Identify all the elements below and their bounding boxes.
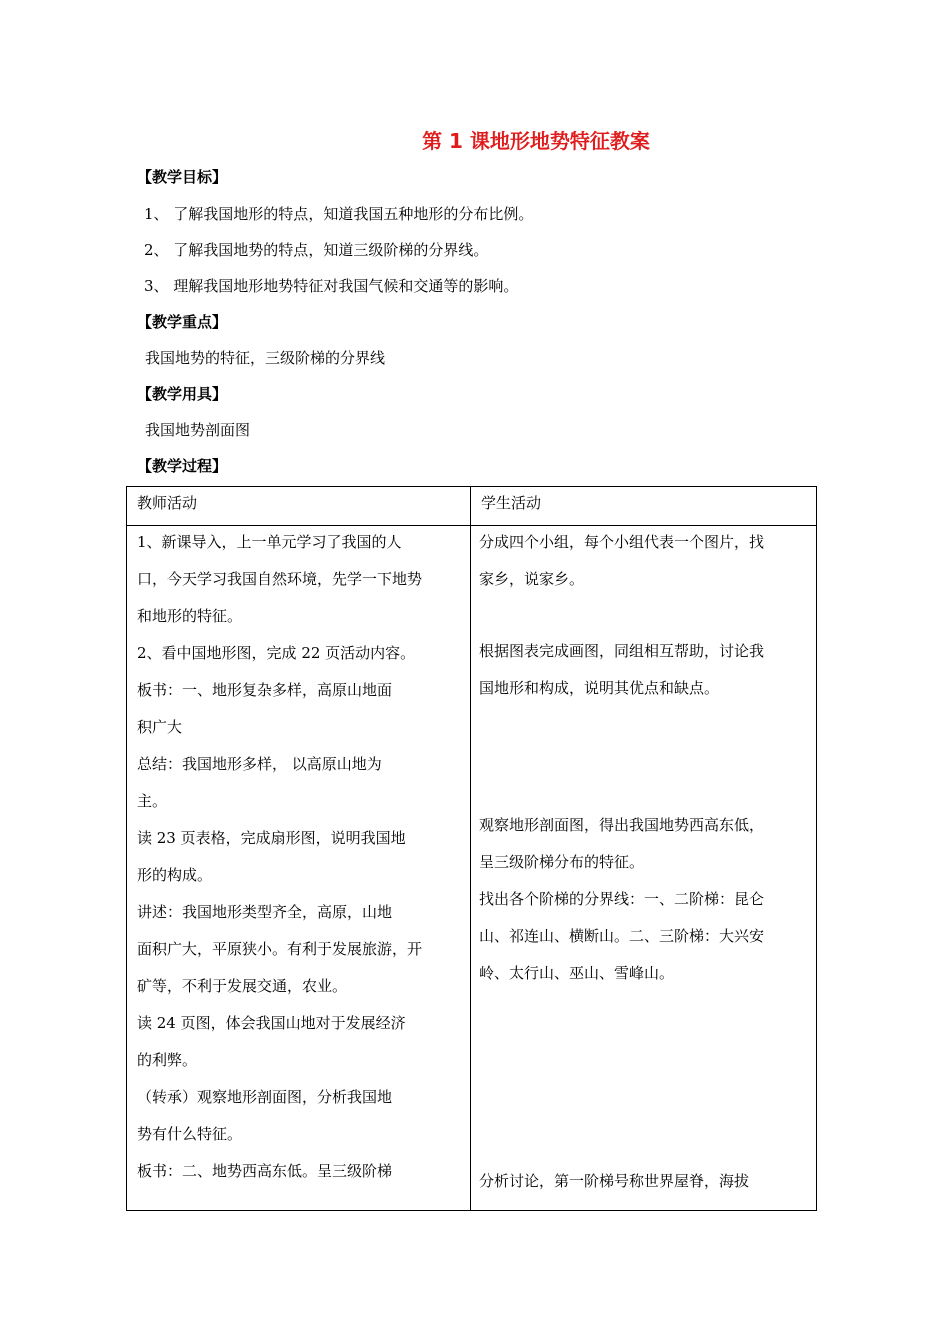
tools-heading: 【教学用具】	[137, 385, 228, 403]
student-line: 找出各个阶梯的分界线：一、二阶梯：昆仑	[479, 890, 765, 908]
teacher-column-header: 教师活动	[127, 487, 471, 526]
teacher-line: 主。	[137, 792, 168, 810]
teacher-line: 读 23 页表格，完成扇形图，说明我国地	[137, 829, 406, 847]
student-line: 分成四个小组，每个小组代表一个图片，找	[479, 533, 765, 551]
teacher-line: 积广大	[137, 718, 183, 736]
teacher-line: 1、新课导入，上一单元学习了我国的人	[137, 533, 402, 551]
focus-heading: 【教学重点】	[137, 313, 228, 331]
student-column-header: 学生活动	[471, 487, 817, 526]
student-line: 根据图表完成画图，同组相互帮助，讨论我	[479, 642, 765, 660]
student-line: 分析讨论，第一阶梯号称世界屋脊，海拔	[479, 1172, 750, 1190]
teacher-line: （转承）观察地形剖面图，分析我国地	[137, 1088, 393, 1106]
objectives-heading: 【教学目标】	[137, 168, 228, 186]
teacher-line: 口，今天学习我国自然环境，先学一下地势	[137, 570, 423, 588]
process-table	[126, 486, 817, 1211]
focus-text: 我国地势的特征，三级阶梯的分界线	[145, 349, 386, 367]
process-heading: 【教学过程】	[137, 457, 228, 475]
teacher-line: 板书：一、地形复杂多样，高原山地面	[137, 681, 393, 699]
teacher-line: 面积广大，平原狭小。有利于发展旅游，开	[137, 940, 423, 958]
teacher-line: 总结：我国地形多样， 以高原山地为	[137, 755, 382, 773]
objective-item-3: 3、 理解我国地形地势特征对我国气候和交通等的影响。	[144, 277, 519, 295]
student-line: 国地形和构成，说明其优点和缺点。	[479, 679, 720, 697]
teacher-line: 矿等，不利于发展交通，农业。	[137, 977, 348, 995]
student-line: 家乡，说家乡。	[479, 570, 585, 588]
teacher-activity-cell	[127, 526, 471, 1211]
page-title: 第 1 课地形地势特征教案	[422, 129, 650, 153]
tools-text: 我国地势剖面图	[145, 421, 251, 439]
teacher-line: 形的构成。	[137, 866, 213, 884]
student-line: 岭、太行山、巫山、雪峰山。	[479, 964, 675, 982]
student-line: 呈三级阶梯分布的特征。	[479, 853, 645, 871]
student-line: 观察地形剖面图，得出我国地势西高东低，	[479, 816, 765, 834]
teacher-line: 读 24 页图，体会我国山地对于发展经济	[137, 1014, 406, 1032]
teacher-line: 2、看中国地形图，完成 22 页活动内容。	[137, 644, 416, 662]
student-activity-cell	[471, 526, 817, 1211]
objective-item-1: 1、 了解我国地形的特点，知道我国五种地形的分布比例。	[144, 205, 534, 223]
teacher-line: 势有什么特征。	[137, 1125, 243, 1143]
objective-item-2: 2、 了解我国地势的特点，知道三级阶梯的分界线。	[144, 241, 489, 259]
teacher-line: 板书：二、地势西高东低。呈三级阶梯	[137, 1162, 393, 1180]
teacher-line: 讲述：我国地形类型齐全，高原，山地	[137, 903, 393, 921]
teacher-line: 的利弊。	[137, 1051, 198, 1069]
student-line: 山、祁连山、横断山。二、三阶梯：大兴安	[479, 927, 765, 945]
teacher-line: 和地形的特征。	[137, 607, 243, 625]
